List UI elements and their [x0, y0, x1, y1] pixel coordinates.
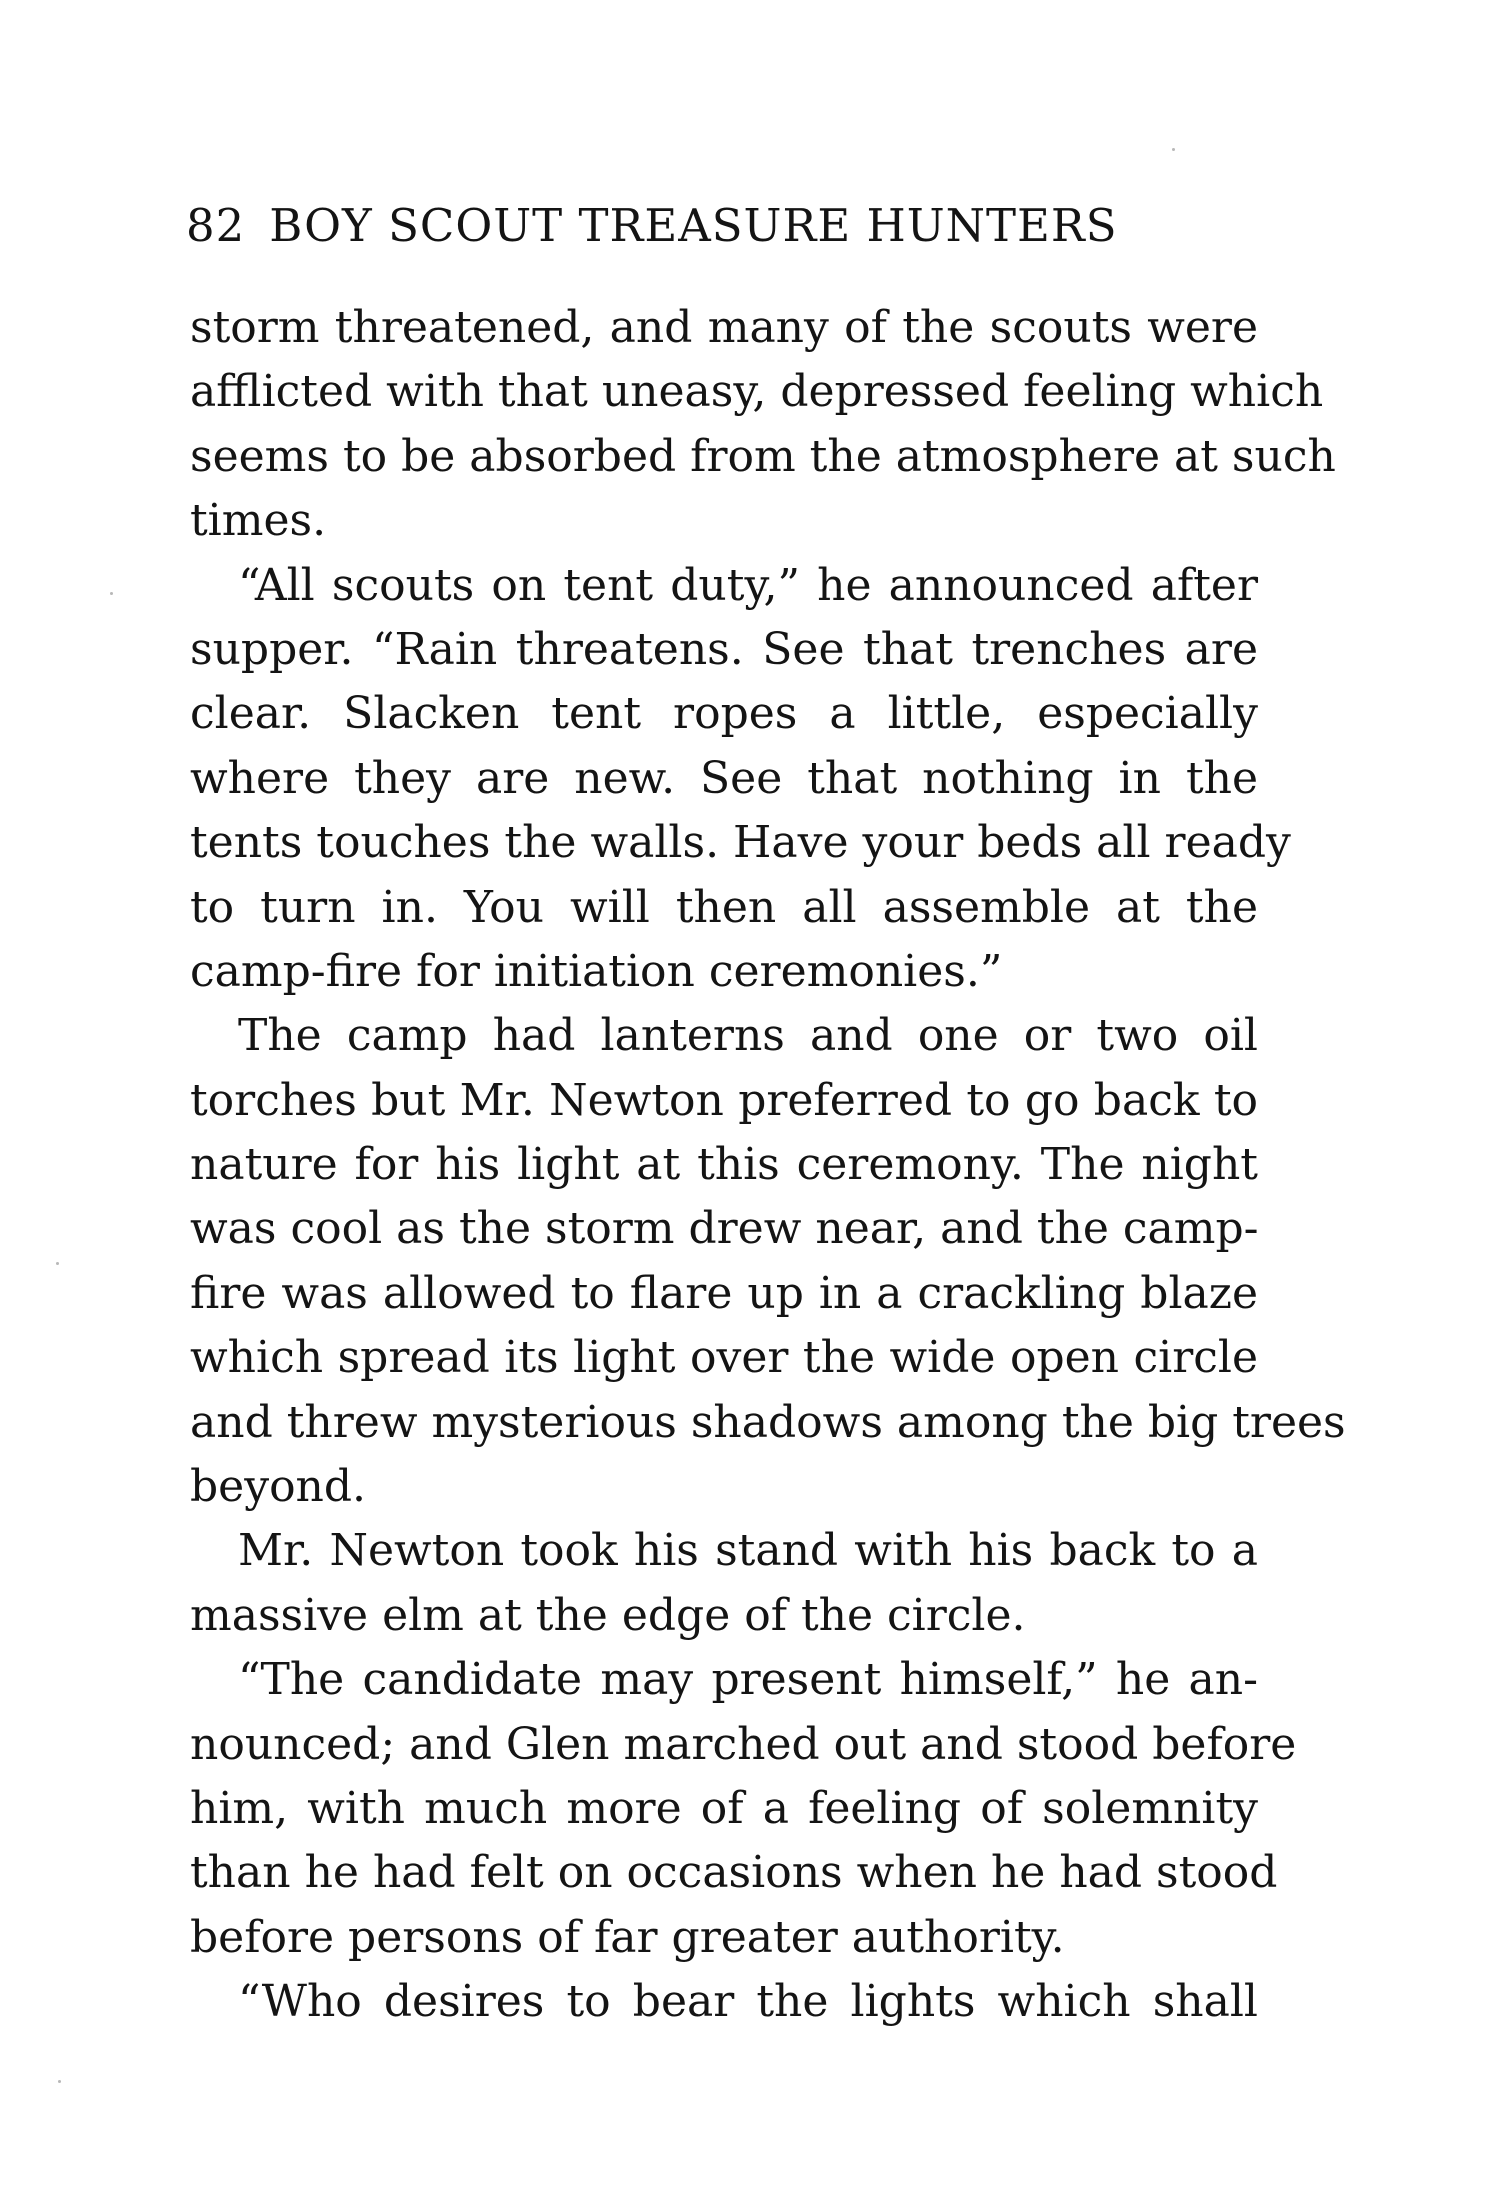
text-line: and threw mysterious shadows among the big trees — [190, 1396, 1346, 1448]
text-line: him, with much more of a feeling of solemnity — [190, 1782, 1258, 1834]
running-title: BOY SCOUT TREASURE HUNTERS — [269, 199, 1118, 252]
text-line: afflicted with that uneasy, depressed feeling which — [190, 366, 1324, 418]
text-line: beyond. — [190, 1461, 367, 1513]
text-line: fire was allowed to flare up in a crackling blaze — [190, 1267, 1258, 1319]
running-head — [186, 196, 1246, 256]
text-line: seems to be absorbed from the atmosphere at such — [190, 430, 1336, 482]
text-line: “Who desires to bear the lights which shall — [238, 1976, 1258, 2028]
text-line: “All scouts on tent duty,” he announced after — [238, 559, 1258, 611]
text-line: before persons of far greater authority. — [190, 1911, 1065, 1963]
scan-speck — [110, 592, 113, 595]
text-line: The camp had lanterns and one or two oil — [238, 1010, 1258, 1062]
scan-speck — [58, 2080, 61, 2083]
text-line: Mr. Newton took his stand with his back to a — [238, 1525, 1258, 1577]
text-line: times. — [190, 495, 327, 547]
text-line: torches but Mr. Newton preferred to go back to — [190, 1074, 1258, 1126]
text-line: supper. “Rain threatens. See that trenches are — [190, 623, 1258, 675]
text-line: than he had felt on occasions when he had stood — [190, 1847, 1278, 1899]
text-line: nounced; and Glen marched out and stood before — [190, 1718, 1297, 1770]
scan-speck — [56, 1262, 59, 1265]
text-line: which spread its light over the wide open circle — [190, 1332, 1258, 1384]
text-line: clear. Slacken tent ropes a little, especially — [190, 688, 1258, 740]
text-line: to turn in. You will then all assemble at the — [190, 881, 1258, 933]
scan-speck — [1172, 148, 1175, 151]
text-line: where they are new. See that nothing in the — [190, 752, 1258, 804]
text-line: tents touches the walls. Have your beds all ready — [190, 817, 1291, 869]
text-line: nature for his light at this ceremony. The night — [190, 1139, 1258, 1191]
text-line: massive elm at the edge of the circle. — [190, 1589, 1026, 1641]
text-line: camp-fire for initiation ceremonies.” — [190, 945, 1003, 997]
body-text — [190, 296, 1346, 2035]
text-line: was cool as the storm drew near, and the camp- — [190, 1203, 1259, 1255]
text-line: “The candidate may present himself,” he an- — [238, 1654, 1258, 1706]
text-line: storm threatened, and many of the scouts were — [190, 302, 1258, 353]
page-number: 82 — [186, 199, 246, 252]
